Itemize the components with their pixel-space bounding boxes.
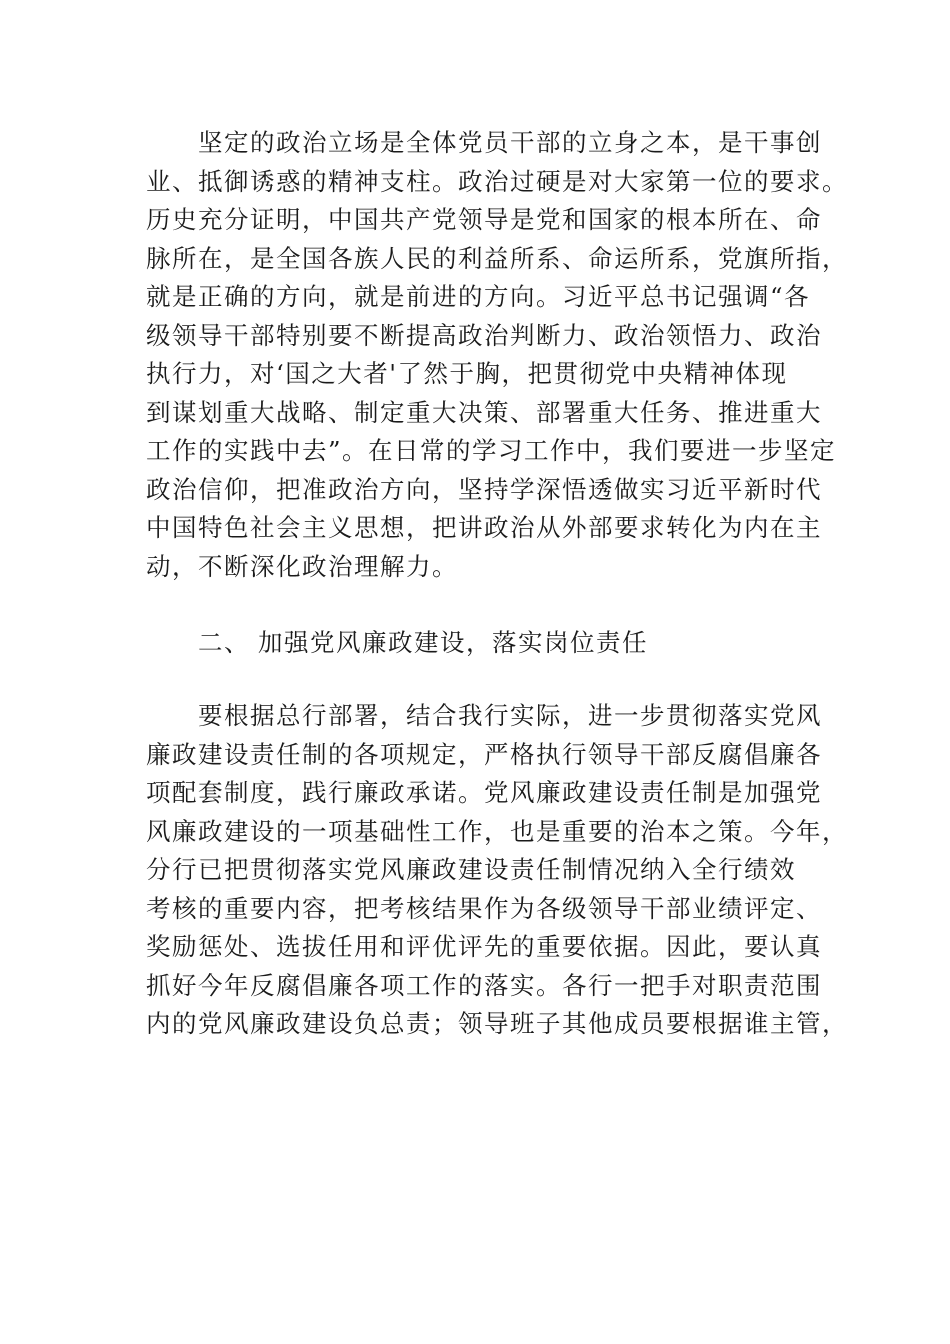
paragraph-line: 要根据总行部署，结合我行实际，进一步贯彻落实党风 bbox=[198, 701, 822, 730]
section-heading bbox=[146, 624, 806, 663]
paragraph-line: 动，不断深化政治理解力。 bbox=[146, 551, 458, 581]
paragraph-line: 项配套制度，践行廉政承诺。党风廉政建设责任制是加强党 bbox=[146, 778, 822, 807]
paragraph-line: 级领导干部特别要不断提高政治判断力、政治领悟力、政治 bbox=[146, 320, 822, 350]
paragraph-line: 就是正确的方向，就是前进的方向。习近平总书记强调“各 bbox=[146, 282, 811, 311]
paragraph-line: 分行已把贯彻落实党风廉政建设责任制情况纳入全行绩效 bbox=[146, 855, 796, 884]
paragraph-line: 业、抵御诱惑的精神支柱。政治过硬是对大家第一位的要求。 bbox=[146, 166, 848, 196]
paragraph-line: 风廉政建设的一项基础性工作，也是重要的治本之策。今年， bbox=[146, 816, 848, 846]
paragraph-line: 内的党风廉政建设负总责；领导班子其他成员要根据谁主管， bbox=[146, 1009, 848, 1038]
paragraph-line: 政治信仰，把准政治方向，坚持学深悟透做实习近平新时代 bbox=[146, 474, 822, 504]
paragraph-line: 工作的实践中去”。在日常的学习工作中，我们要进一步坚定 bbox=[146, 436, 837, 465]
paragraph-line: 廉政建设责任制的各项规定，严格执行领导干部反腐倡廉各 bbox=[146, 739, 822, 769]
paragraph-line: 坚定的政治立场是全体党员干部的立身之本，是干事创 bbox=[198, 128, 822, 157]
paragraph-anti-corruption bbox=[146, 697, 848, 1044]
paragraph-line: 脉所在，是全国各族人民的利益所系、命运所系，党旗所指， bbox=[146, 243, 848, 273]
paragraph-line: 中国特色社会主义思想，把讲政治从外部要求转化为内在主 bbox=[146, 513, 822, 542]
paragraph-line: 抓好今年反腐倡廉各项工作的落实。各行一把手对职责范围 bbox=[146, 970, 822, 1000]
paragraph-line: 执行力，对‘国之大者'了然于胸，把贯彻党中央精神体现 bbox=[146, 359, 788, 388]
paragraph-line: 考核的重要内容，把考核结果作为各级领导干部业绩评定、 bbox=[146, 893, 822, 923]
section-number: 二、 bbox=[198, 628, 250, 657]
paragraph-line: 到谋划重大战略、制定重大决策、部署重大任务、推进重大 bbox=[146, 397, 822, 427]
paragraph-political-stance bbox=[146, 124, 848, 586]
paragraph-line: 历史充分证明，中国共产党领导是党和国家的根本所在、命 bbox=[146, 205, 822, 234]
section-title: 加强党风廉政建设，落实岗位责任 bbox=[258, 628, 648, 657]
paragraph-line: 奖励惩处、选拔任用和评优评先的重要依据。因此，要认真 bbox=[146, 932, 822, 961]
